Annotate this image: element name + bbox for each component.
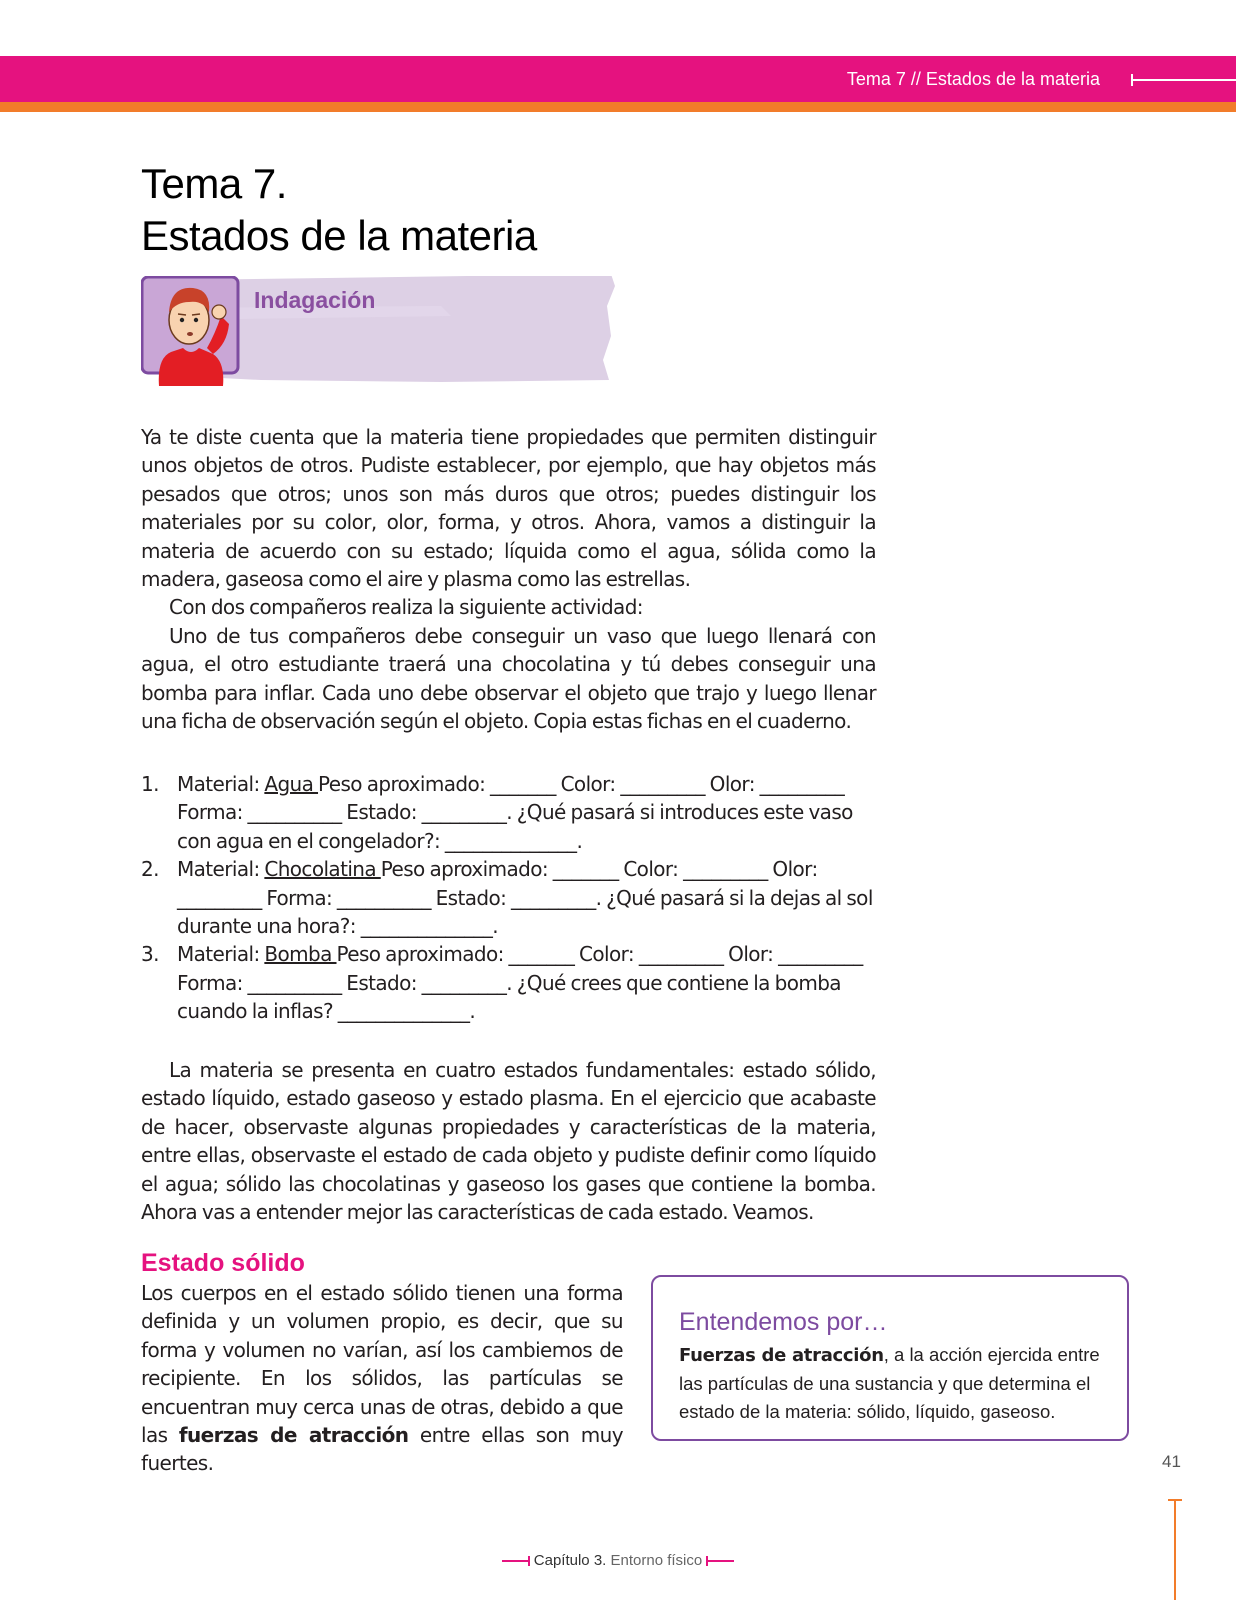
exercise-number: 3. (141, 942, 159, 967)
margin-rule (1174, 1500, 1176, 1600)
footer-left-rule (502, 1560, 530, 1562)
exercise-material: Agua (264, 772, 319, 796)
solid-paragraph (141, 1279, 623, 1478)
footer-subtitle: Entorno físico (606, 1552, 703, 1569)
exercise-prefix: Material: (177, 857, 265, 882)
solid-section (141, 1279, 623, 1478)
solid-text-after: entre ellas son muy fuertes. (141, 1423, 623, 1476)
intro-paragraph-3: Uno de tus compañeros debe conseguir un vaso que luego llenará con agua, el otro estudiante traerá una chocolatina y tú debes conseguir una bomba para inflar. Cada uno debe observar el objeto que trajo y luego llenar una ficha de observación según el objeto. Copia estas fichas en el cuaderno. (141, 623, 876, 734)
exercise-text: Peso aproximado: _______ Color: _________ Olor: _________ Forma: __________ Estado: _________. ¿Qué crees que contiene la bomba cuando la inflas? ______________. (177, 942, 863, 1024)
exercise-material: Chocolatina (264, 857, 381, 882)
states-section (141, 1056, 876, 1226)
definition-text (679, 1341, 1101, 1426)
definition-body: , a la acción ejercida entre las partículas de una sustancia y que determina el estado de la materia: sólido, líquido, gaseoso. (679, 1344, 1100, 1422)
thinking-boy-icon (141, 276, 241, 386)
exercise-material: Bomba (264, 942, 337, 967)
exercise-item-1 (141, 770, 876, 855)
running-head-rule (1132, 79, 1236, 81)
footer-right-rule (706, 1560, 734, 1562)
header-stripe (0, 102, 1236, 112)
intro-section (141, 423, 876, 735)
solid-text-bold: fuerzas de atracción (178, 1423, 409, 1448)
solid-text-before: Los cuerpos en el estado sólido tienen una forma definida y un volumen propio, es decir, que su forma y volumen no varían, así los cambiemos de recipiente. En los sólidos, las partículas se encuentran muy cerca unas de otras, debido a que las (141, 1281, 623, 1448)
footer-chapter: Capítulo 3. (533, 1552, 607, 1569)
exercise-text: Peso aproximado: _______ Color: _________ Olor: _________ Forma: __________ Estado: _________. ¿Qué pasará si introduces este vaso con agua en el congelador?: ______________. (177, 772, 853, 853)
solid-heading: Estado sólido (141, 1249, 305, 1277)
exercise-text: Peso aproximado: _______ Color: _________ Olor: _________ Forma: __________ Estado: _________. ¿Qué pasará si la dejas al sol durante una hora?: ______________. (177, 857, 873, 939)
exercise-number: 1. (141, 772, 159, 796)
page-title (141, 158, 537, 262)
title-line-2: Estados de la materia (141, 212, 537, 259)
exercise-number: 2. (141, 857, 159, 882)
exercise-prefix: Material: (177, 942, 265, 967)
indagacion-label: Indagación (254, 287, 376, 313)
running-head: Tema 7 // Estados de la materia (846, 69, 1100, 89)
definition-box (651, 1275, 1129, 1441)
intro-paragraph-1: Ya te diste cuenta que la materia tiene propiedades que permiten distinguir unos objetos de otros. Pudiste establecer, por ejemplo, que hay objetos más pesados que otros; unos son más duros que otros; puedes distinguir los materiales por su color, olor, forma, y otros. Ahora, vamos a distinguir la materia de acuerdo con su estado; líquida como el agua, sólida como la madera, gaseosa como el aire y plasma como las estrellas. (141, 425, 876, 592)
indagacion-banner (141, 276, 621, 386)
states-paragraph: La materia se presenta en cuatro estados fundamentales: estado sólido, estado líquido, estado gaseoso y estado plasma. En el ejercicio que acabaste de hacer, observaste algunas propiedades y características de la materia, entre ellas, observaste el estado de cada objeto y pudiste definir como líquido el agua; sólido las chocolatinas y gaseoso los gases que contiene la bomba. Ahora vas a entender mejor las características de cada estado. Veamos. (141, 1058, 876, 1225)
title-line-1: Tema 7. (141, 160, 287, 207)
exercise-item-2 (141, 855, 876, 940)
footer (0, 1551, 1236, 1571)
exercise-item-3 (141, 940, 876, 1025)
exercise-prefix: Material: (177, 772, 265, 796)
intro-paragraph-2: Con dos compañeros realiza la siguiente actividad: (169, 595, 643, 620)
exercise-list (141, 770, 876, 1026)
page-number: 41 (1162, 1452, 1181, 1471)
definition-term: Fuerzas de atracción (679, 1345, 884, 1366)
definition-title: Entendemos por… (679, 1308, 888, 1336)
